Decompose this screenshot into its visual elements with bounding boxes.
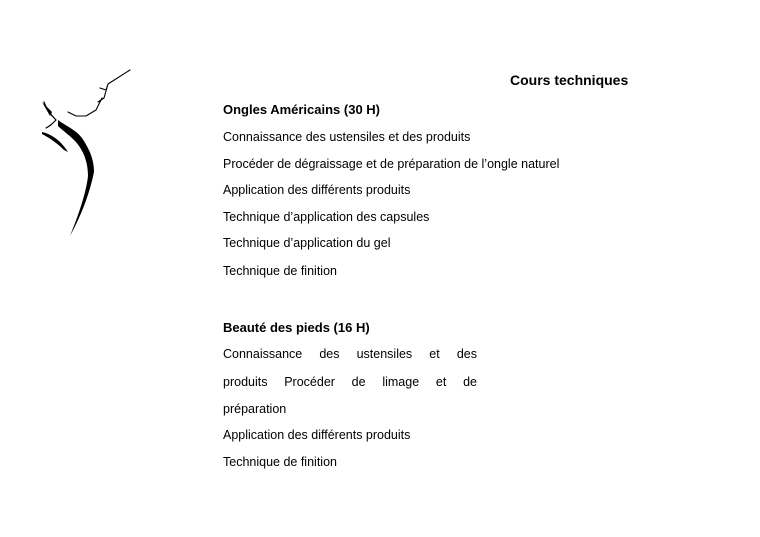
list-item: préparation xyxy=(223,402,287,416)
list-item: Connaissance des ustensiles et des produits xyxy=(223,130,471,144)
section-heading-pieds: Beauté des pieds (16 H) xyxy=(223,320,370,335)
list-item: Technique d’application des capsules xyxy=(223,210,430,224)
list-item: Application des différents produits xyxy=(223,428,411,442)
list-item: Technique d’application du gel xyxy=(223,236,391,250)
list-item: Procéder de dégraissage et de préparation de l’ongle naturel xyxy=(223,157,560,171)
list-item: Technique de finition xyxy=(223,455,337,469)
page-title: Cours techniques xyxy=(510,72,629,88)
face-profile-logo xyxy=(38,68,136,238)
list-item: Connaissance des ustensiles et des xyxy=(223,347,477,361)
list-item: produits Procéder de limage et de xyxy=(223,375,477,389)
list-item: Application des différents produits xyxy=(223,183,411,197)
list-item: Technique de finition xyxy=(223,264,337,278)
section-heading-ongles: Ongles Américains (30 H) xyxy=(223,102,381,117)
